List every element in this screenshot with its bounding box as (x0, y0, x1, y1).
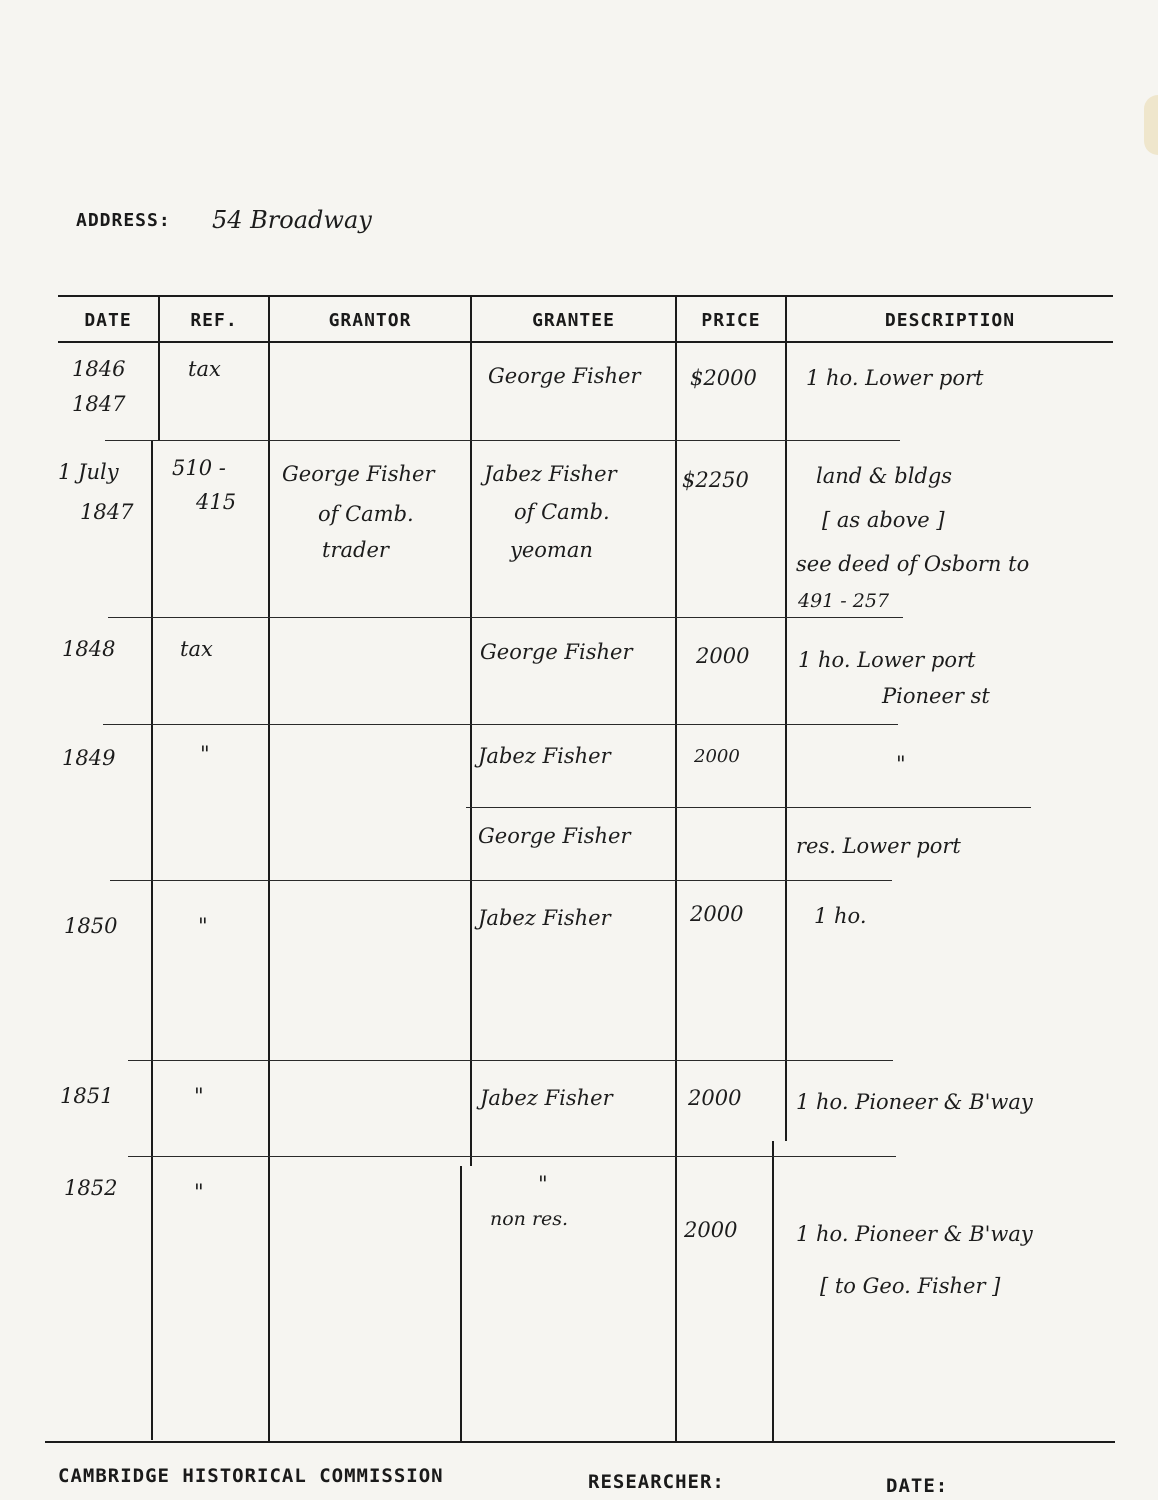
header-description: DESCRIPTION (884, 309, 1016, 331)
row5-price: 2000 (690, 902, 744, 926)
row1-date-line1: 1846 (72, 357, 126, 381)
row2-grantor-line2: of Camb. (318, 502, 414, 526)
row1-date-line2: 1847 (72, 392, 126, 416)
row2-grantee-line1: Jabez Fisher (484, 462, 617, 486)
address-label: ADDRESS: (76, 210, 171, 231)
footer-researcher-label: RESEARCHER: (588, 1471, 725, 1493)
row3-description-line1: 1 ho. Lower port (798, 648, 976, 672)
header-date: DATE (84, 309, 132, 331)
row4-date: 1849 (62, 746, 116, 770)
row3-ref: tax (180, 637, 213, 661)
row4-description-line2: res. Lower port (796, 834, 961, 858)
column-divider-1-lower (151, 440, 153, 1440)
row2-description-line2: [ as above ] (822, 508, 945, 532)
row2-description-line1: land & bldgs (816, 464, 953, 488)
header-grantee: GRANTEE (532, 309, 615, 331)
row1-price: $2000 (690, 366, 757, 390)
row7-grantee-line2: non res. (490, 1208, 569, 1230)
table-header-rule (58, 341, 1113, 343)
column-divider-4 (675, 296, 677, 1441)
column-divider-5 (785, 296, 787, 1141)
row2-description-line3: see deed of Osborn to (796, 552, 1030, 576)
address-value: 54 Broadway (212, 206, 372, 234)
column-divider-5-lower (772, 1141, 774, 1441)
row4-grantee-line1: Jabez Fisher (478, 744, 611, 768)
row7-ref: " (194, 1180, 204, 1204)
row4-price: 2000 (694, 746, 740, 767)
row6-grantee: Jabez Fisher (480, 1086, 613, 1110)
row1-description: 1 ho. Lower port (806, 366, 984, 390)
row2-description-line4: 491 - 257 (798, 590, 890, 612)
header-price: PRICE (701, 309, 761, 331)
row1-ref: tax (188, 357, 221, 381)
row-separator-1 (105, 440, 900, 441)
row2-grantee-line3: yeoman (510, 538, 593, 562)
row2-ref-line1: 510 - (172, 456, 226, 480)
column-divider-2 (268, 296, 270, 1441)
table-bottom-rule (45, 1441, 1115, 1443)
row-separator-4 (110, 880, 892, 881)
row2-grantee-line2: of Camb. (514, 500, 610, 524)
row4-ref: " (200, 742, 210, 766)
column-divider-3-lower (460, 1166, 462, 1441)
row3-price: 2000 (696, 644, 750, 668)
row3-description-line2: Pioneer st (882, 684, 990, 708)
row3-date: 1848 (62, 637, 116, 661)
row7-description-line2: [ to Geo. Fisher ] (820, 1274, 1001, 1298)
row5-description: 1 ho. (814, 904, 867, 928)
row2-ref-line2: 415 (196, 490, 237, 514)
row2-grantor-line3: trader (322, 538, 389, 562)
row7-grantee-line1: " (538, 1172, 548, 1196)
row3-grantee: George Fisher (480, 640, 633, 664)
row2-date-line1: 1 July (58, 460, 119, 484)
row-separator-5 (128, 1060, 893, 1061)
row-separator-2 (108, 617, 903, 618)
row2-date-line2: 1847 (80, 500, 134, 524)
row5-ref: " (198, 914, 208, 938)
row7-description-line1: 1 ho. Pioneer & B'way (796, 1222, 1033, 1246)
row2-grantor-line1: George Fisher (282, 462, 435, 486)
row5-date: 1850 (64, 914, 118, 938)
footer-date-label: DATE: (886, 1475, 949, 1497)
row-separator-6 (128, 1156, 896, 1157)
row1-grantee: George Fisher (488, 364, 641, 388)
row-separator-3b (466, 807, 1031, 808)
row-separator-3 (103, 724, 898, 725)
column-divider-3 (470, 296, 472, 1166)
footer-org: CAMBRIDGE HISTORICAL COMMISSION (58, 1465, 444, 1487)
page-edge-stain (1144, 95, 1158, 155)
row7-date: 1852 (64, 1176, 118, 1200)
row7-price: 2000 (684, 1218, 738, 1242)
row6-description: 1 ho. Pioneer & B'way (796, 1090, 1033, 1114)
header-ref: REF. (190, 309, 238, 331)
row6-ref: " (194, 1084, 204, 1108)
row5-grantee: Jabez Fisher (478, 906, 611, 930)
row4-description-line1: " (896, 752, 906, 776)
row2-price: $2250 (682, 468, 749, 492)
row4-grantee-line2: George Fisher (478, 824, 631, 848)
header-grantor: GRANTOR (328, 309, 412, 331)
table-top-rule (58, 295, 1113, 297)
row6-price: 2000 (688, 1086, 742, 1110)
row6-date: 1851 (60, 1084, 114, 1108)
